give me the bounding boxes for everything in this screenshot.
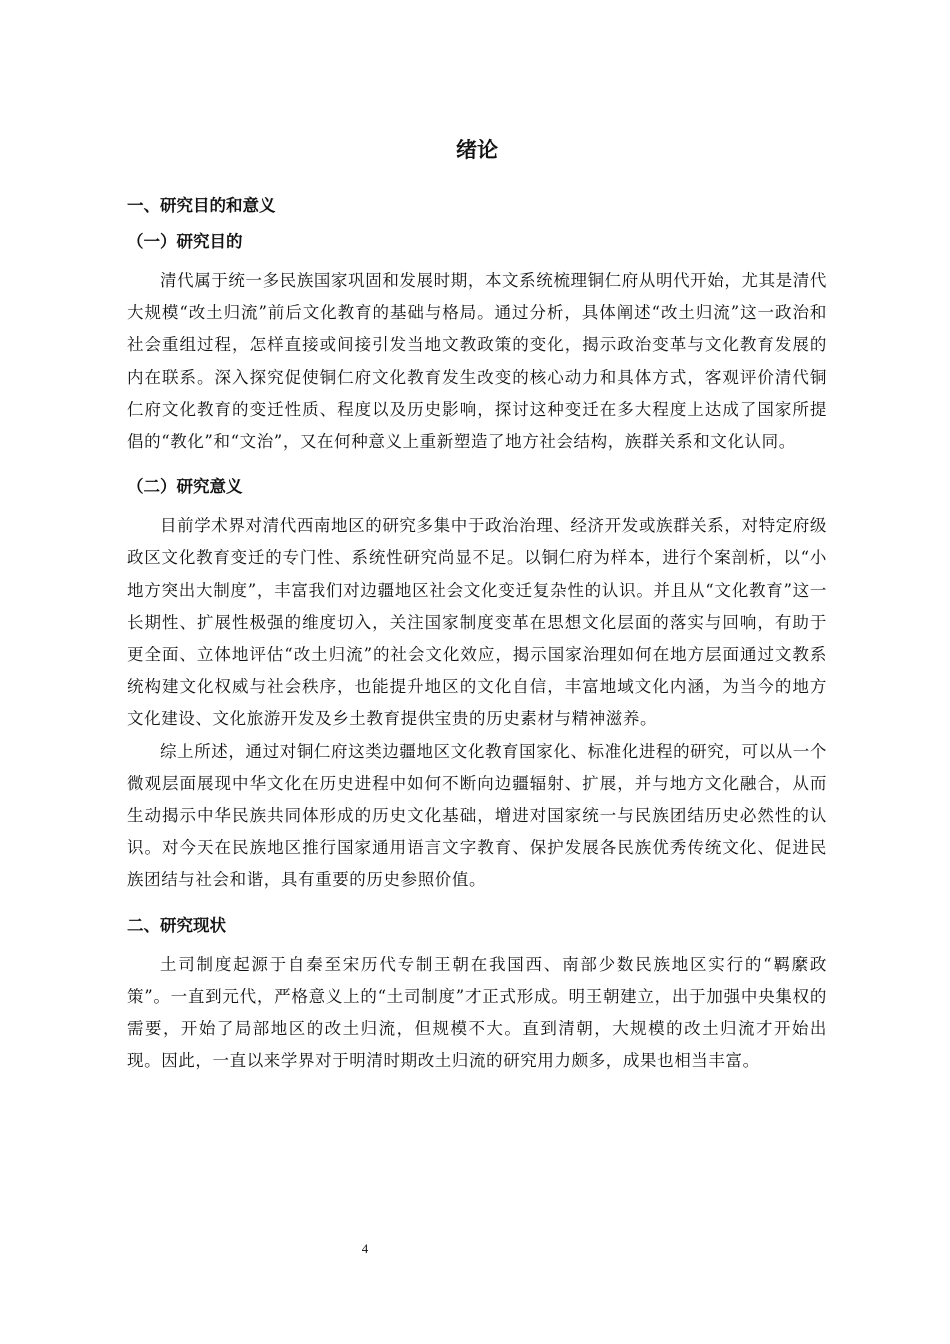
section-heading-1: 一、研究目的和意义 xyxy=(127,196,276,215)
paragraph-significance-2: 综上所述，通过对铜仁府这类边疆地区文化教育国家化、标准化进程的研究，可以从一个微观层面展现中华文化在历史进程中如何不断向边疆辐射、扩展，并与地方文化融合，从而生动揭示中华民族共同体形成的历史文化基础，增进对国家统一与民族团结历史必然性的认识。对今天在民族地区推行国家通用语言文字教育、保护发展各民族优秀传统文化、促进民族团结与社会和谐，具有重要的历史参照价值。 xyxy=(127,741,827,890)
paragraph-research-status: 土司制度起源于自秦至宋历代专制王朝在我国西、南部少数民族地区实行的“羁縻政策”。一直到元代，严格意义上的“土司制度”才正式形成。明王朝建立，出于加强中央集权的需要，开始了局部地区的改土归流，但规模不大。直到清朝，大规模的改土归流才开始出现。因此，一直以来学界对于明清时期改土归流的研究用力颇多，成果也相当丰富。 xyxy=(127,954,827,1071)
paragraph-significance-1: 目前学术界对清代西南地区的研究多集中于政治治理、经济开发或族群关系，对特定府级政区文化教育变迁的专门性、系统性研究尚显不足。以铜仁府为样本，进行个案剖析，以“小地方突出大制度”，丰富我们对边疆地区社会文化变迁复杂性的认识。并且从“文化教育”这一长期性、扩展性极强的维度切入，关注国家制度变革在思想文化层面的落实与回响，有助于更全面、立体地评估“改土归流”的社会文化效应，揭示国家治理如何在地方层面通过文教系统构建文化权威与社会秩序，也能提升地区的文化自信，丰富地域文化内涵，为当今的地方文化建设、文化旅游开发及乡土教育提供宝贵的历史素材与精神滋养。 xyxy=(127,516,827,729)
subsection-heading-significance: （二）研究意义 xyxy=(127,477,243,497)
document-page xyxy=(127,135,827,1077)
page-number: 4 xyxy=(361,1241,369,1256)
page-title: 绪论 xyxy=(456,138,498,162)
subsection-heading-purpose: （一）研究目的 xyxy=(127,232,243,251)
section-heading-2: 二、研究现状 xyxy=(127,915,226,935)
paragraph-purpose: 清代属于统一多民族国家巩固和发展时期，本文系统梳理铜仁府从明代开始，尤其是清代大规模“改土归流”前后文化教育的基础与格局。通过分析，具体阐述“改土归流”这一政治和社会重组过程，怎样直接或间接引发当地文教政策的变化，揭示政治变革与文化教育发展的内在联系。深入探究促使铜仁府文化教育发生改变的核心动力和具体方式，客观评价清代铜仁府文化教育的变迁性质、程度以及历史影响，探讨这种变迁在多大程度上达成了国家所提倡的“教化”和“文治”，又在何种意义上重新塑造了地方社会结构，族群关系和文化认同。 xyxy=(127,271,827,452)
